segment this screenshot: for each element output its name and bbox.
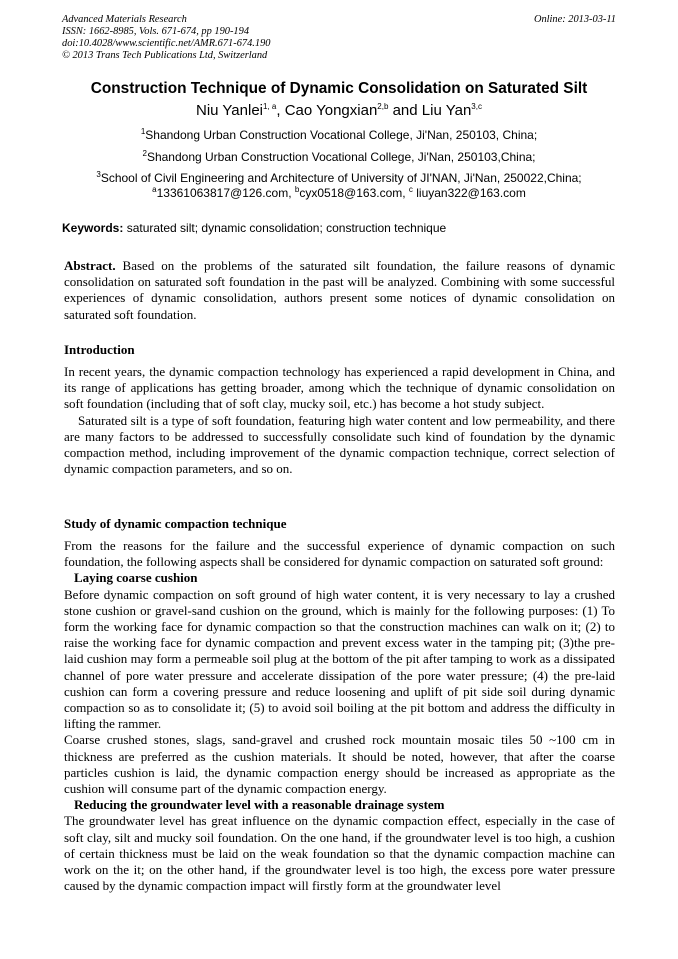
author-sup: 1, a (263, 102, 277, 111)
study-body (64, 538, 615, 894)
subheading-groundwater: Reducing the groundwater level with a reasonable drainage system (74, 797, 445, 813)
affil-sup: 2 (142, 149, 147, 158)
author-separator: , (276, 102, 285, 119)
author-name: Liu Yan (421, 102, 472, 119)
journal-name: Advanced Materials Research (62, 14, 187, 25)
affil-text: Shandong Urban Construction Vocational College, Ji'Nan, 250103,China; (146, 150, 536, 164)
affil-sup: 3 (96, 170, 101, 179)
introduction-body (64, 364, 615, 477)
paragraph: Saturated silt is a type of soft foundation, featuring high water content and low permeability, and there are many factors to be addressed to successfully consolidate such kind of foundation by the dynamic compaction method, including improvement of the dynamic compaction technique, correct selection of dynamic compaction parameters, and so on. (64, 412, 615, 477)
affiliation-1 (0, 128, 678, 142)
email-line (0, 186, 678, 200)
paragraph: In recent years, the dynamic compaction technology has experienced a rapid development in China, and its range of applications has getting broader, among which the technique of dynamic consolidation on soft foundation (including that of soft clay, mucky soil, etc.) has become a hot study subject. (64, 364, 615, 412)
affil-text: School of Civil Engineering and Architecture of University of JI'NAN, Ji'Nan, 250022,China; (100, 171, 582, 185)
online-date: Online: 2013-03-11 (533, 14, 616, 25)
issn-line: ISSN: 1662-8985, Vols. 671-674, pp 190-194 (62, 26, 250, 37)
author-line (0, 102, 678, 119)
journal-header (62, 14, 616, 62)
email-text: liuyan322@163.com (412, 186, 526, 200)
section-heading-introduction: Introduction (64, 342, 135, 357)
email-sup: b (294, 185, 300, 194)
paragraph: Before dynamic compaction on soft ground of high water content, it is very necessary to lay a crushed stone cushion or gravel-sand cushion on the ground, which is mainly for the following purposes: (1) To form the working face for dynamic compaction so that the construction machines can walk on it; (2) to raise the working face for dynamic compaction and prevent excess water in the tamping pit; (3)the pre-laid cushion may form a permeable soil plug at the bottom of the pit after tamping to work as a dissipated channel of pore water pressure and accelerate dissipation of the pore water pressure; (4) the pre-laid cushion can form a covering pressure and reduce loosening and uplift of pit side soil during dynamic compaction so as to consolidate it; (5) to avoid soil boiling at the pit bottom and address the difficulty in lifting the rammer. (64, 586, 615, 732)
affiliation-3 (0, 171, 678, 185)
section-heading-study: Study of dynamic compaction technique (64, 516, 287, 531)
abstract-text: Based on the problems of the saturated silt foundation, the failure reasons of dynamic consolidation on saturated soft foundation in the past will be analyzed. Combining with some successful experiences of dynamic consolidation, authors present some notices of dynamic consolidation on saturated soft foundation. (64, 258, 615, 322)
author-name: Niu Yanlei (196, 102, 264, 119)
copyright-line: © 2013 Trans Tech Publications Ltd, Switzerland (62, 50, 268, 61)
email-text: 13361063817@126.com, (156, 186, 295, 200)
affil-text: Shandong Urban Construction Vocational College, Ji'Nan, 250103, China; (145, 128, 538, 142)
author-name: Cao Yongxian (284, 102, 378, 119)
affiliation-2 (0, 150, 678, 164)
author-sup: 2,b (377, 102, 389, 111)
abstract-label: Abstract. (64, 258, 116, 273)
paragraph: From the reasons for the failure and the successful experience of dynamic compaction on such foundation, the following aspects shall be considered for dynamic compaction on saturated soft ground: (64, 538, 615, 570)
keywords-text: saturated silt; dynamic consolidation; construction technique (123, 221, 447, 235)
abstract (64, 258, 615, 323)
paragraph: Coarse crushed stones, slags, sand-gravel and crushed rock mountain mosaic tiles 50 ~100 cm in thickness are preferred as the cushion materials. It should be noted, however, that after the coarse particles cushion is laid, the dynamic compaction energy should be increased as appropriate as the cushion will consume part of the dynamic compaction energy. (64, 732, 615, 797)
keywords-label: Keywords: (62, 221, 124, 235)
paragraph: The groundwater level has great influence on the dynamic compaction effect, especially in the case of soft clay, silt and mucky soil foundation. On the one hand, if the groundwater level is too high, a cushion of certain thickness must be laid on the weak foundation so that the dynamic compaction machine can work on the it; on the other hand, if the groundwater level is too high, the excess pore water pressure caused by the dynamic compaction impact will firstly form at the groundwater level (64, 813, 615, 894)
subheading-coarse-cushion: Laying coarse cushion (74, 570, 198, 586)
doi-line: doi:10.4028/www.scientific.net/AMR.671-674.190 (62, 38, 271, 49)
keywords (62, 221, 446, 235)
author-sup: 3,c (471, 102, 482, 111)
email-sup: c (408, 185, 413, 194)
paper-title: Construction Technique of Dynamic Consolidation on Saturated Silt (90, 80, 588, 97)
email-text: cyx0518@163.com, (299, 186, 409, 200)
email-sup: a (152, 185, 157, 194)
author-separator: and (388, 102, 422, 119)
affil-sup: 1 (140, 127, 146, 136)
